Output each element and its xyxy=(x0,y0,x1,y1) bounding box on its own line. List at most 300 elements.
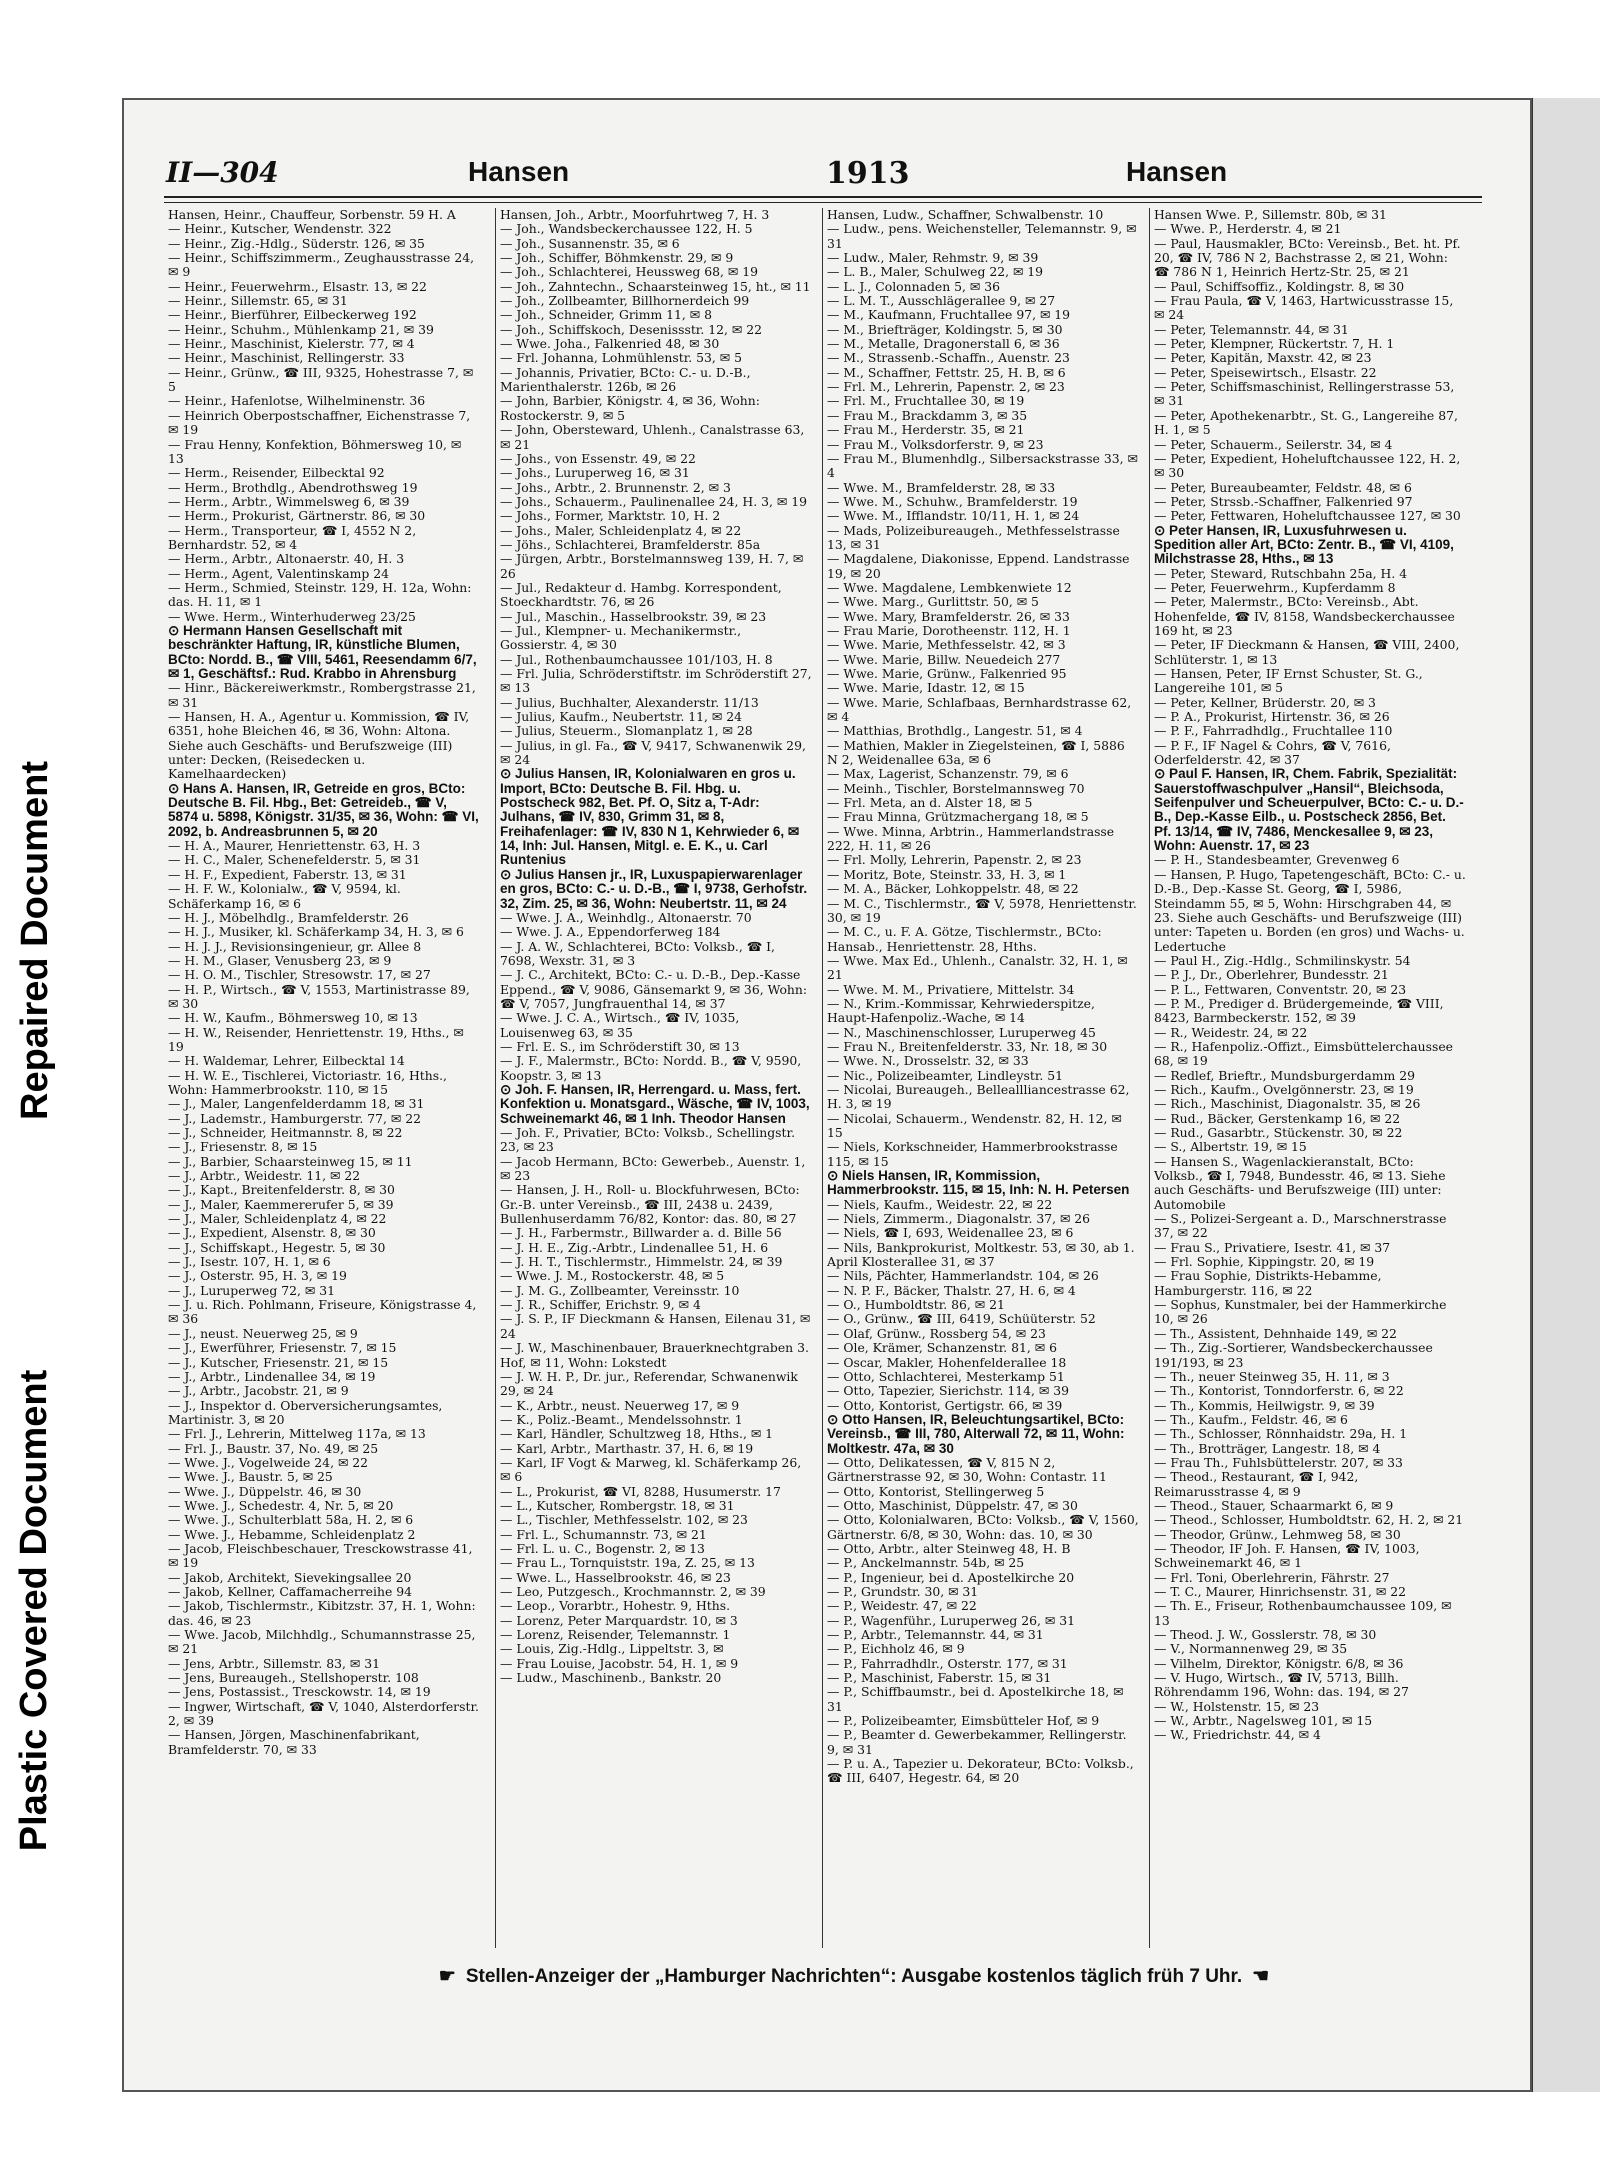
directory-entry: — Th. E., Friseur, Rothenbaumchaussee 109, ✉ 13 xyxy=(1154,1598,1452,1628)
directory-entry: — Julius, Buchhalter, Alexanderstr. 11/13 xyxy=(500,694,759,710)
directory-entry: — Lorenz, Reisender, Telemannstr. 1 xyxy=(500,1627,731,1643)
directory-entry: — J. H. T., Tischlermstr., Himmelstr. 24, ✉ 39 xyxy=(500,1254,783,1270)
directory-entry: — Heinr., Grünw., ☎ III, 9325, Hohestrasse 7, ✉ 5 xyxy=(168,364,474,395)
directory-entry: — J., Maler, Kaemmererufer 5, ✉ 39 xyxy=(168,1196,394,1212)
directory-entry: — Joh., Susannenstr. 35, ✉ 6 xyxy=(500,235,680,251)
directory-entry: — Wwe. J., Hebamme, Schleidenplatz 2 xyxy=(168,1526,416,1542)
running-head-right: Hansen xyxy=(1126,156,1228,187)
directory-entry: — J., Kutscher, Friesenstr. 21, ✉ 15 xyxy=(168,1354,389,1370)
directory-entry: — John, Barbier, Königstr. 4, ✉ 36, Wohn: Rostockerstr. 9, ✉ 5 xyxy=(500,393,760,423)
directory-entry: — Frl. J., Baustr. 37, No. 49, ✉ 25 xyxy=(168,1440,379,1456)
directory-entry: — J., Lademstr., Hamburgerstr. 77, ✉ 22 xyxy=(168,1110,421,1126)
pointing-hand-right-icon: ☚ xyxy=(1252,1966,1270,1987)
directory-entry: — Frau Henny, Konfektion, Böhmersweg 10, ✉ 13 xyxy=(168,436,462,466)
directory-entry: — Theod., Restaurant, ☎ I, 942, Reimarusstrasse 4, ✉ 9 xyxy=(1154,1469,1359,1499)
directory-entry: — Wwe. L., Hasselbrookstr. 46, ✉ 23 xyxy=(500,1569,731,1585)
directory-entry: — Wwe. J., Schedestr. 4, Nr. 5, ✉ 20 xyxy=(168,1497,394,1513)
directory-entry: — M., Strassenb.-Schaffn., Auenstr. 23 xyxy=(827,350,1070,366)
page-header xyxy=(166,156,1476,196)
directory-entry: — N., Krim.-Kommissar, Kehrwiederspitze, Haupt-Hafenpoliz.-Wache, ✉ 14 xyxy=(827,995,1095,1026)
directory-entry: — Mathien, Makler in Ziegelsteinen, ☎ I, 5886 N 2, Weidenallee 63a, ✉ 6 xyxy=(827,737,1125,768)
directory-entry: — J., neust. Neuerweg 25, ✉ 9 xyxy=(168,1325,358,1341)
directory-entry: — Jacob Hermann, BCto: Gewerbeb., Auenstr. 1, ✉ 23 xyxy=(500,1153,806,1184)
directory-entry: — J. u. Rich. Pohlmann, Friseure, Königstrasse 4, ✉ 36 xyxy=(168,1297,477,1327)
directory-entry: — J., Arbtr., Weidestr. 11, ✉ 22 xyxy=(168,1168,361,1184)
directory-entry: — Frau Sophie, Distrikts-Hebamme, Hamburgerstr. 116, ✉ 22 xyxy=(1154,1268,1382,1298)
directory-entry: — Jul., Klempner- u. Mechanikermstr., Gossierstr. 4, ✉ 30 xyxy=(500,622,742,653)
directory-entry: — Otto, Kolonialwaren, BCto: Volksb., ☎ V, 1560, Gärtnerstr. 6/8, ✉ 30, Wohn: das. 10, ✉ 30 xyxy=(827,1512,1139,1542)
directory-entry: — Olaf, Grünw., Rossberg 54, ✉ 23 xyxy=(827,1325,1046,1341)
directory-entry: — Jacob, Fleischbeschauer, Tresckowstrasse 41, ✉ 19 xyxy=(168,1540,473,1571)
directory-entry: — Otto, Delikatessen, ☎ V, 815 N 2, Gärtnerstrasse 92, ✉ 30, Wohn: Contastr. 11 xyxy=(827,1454,1107,1485)
directory-entry: — Frau Paula, ☎ V, 1463, Hartwicusstrasse 15, ✉ 24 xyxy=(1154,293,1454,323)
directory-entry: — P., Fahrradhdlr., Osterstr. 177, ✉ 31 xyxy=(827,1655,1068,1671)
directory-entry: — Th., Kontorist, Tonndorferstr. 6, ✉ 22 xyxy=(1154,1383,1404,1399)
directory-entry: — M. C., u. F. A. Götze, Tischlermstr., BCto: Hansab., Henriettenstr. 28, Hths. xyxy=(827,924,1102,954)
directory-entry: — Frl. Toni, Oberlehrerin, Fährstr. 27 xyxy=(1154,1569,1390,1585)
directory-entry: — Joh., Wandsbeckerchaussee 122, H. 5 xyxy=(500,221,753,237)
directory-entry: — J., Isestr. 107, H. 1, ✉ 6 xyxy=(168,1254,331,1270)
directory-entry: — Frau L., Tornquiststr. 19a, Z. 25, ✉ 13 xyxy=(500,1555,755,1571)
directory-entry: — M., Schaffner, Fettstr. 25, H. B, ✉ 6 xyxy=(827,364,1066,380)
directory-entry: — Niels, Zimmerm., Diagonalstr. 37, ✉ 26 xyxy=(827,1211,1091,1227)
directory-entry: Hansen, Ludw., Schaffner, Schwalbenstr. 10 xyxy=(827,208,1104,222)
directory-entry: — P. F., Fahrradhdlg., Fruchtallee 110 xyxy=(1154,723,1393,739)
running-head-left: Hansen xyxy=(468,156,570,187)
directory-entry: — Johs., von Essenstr. 49, ✉ 22 xyxy=(500,450,696,466)
page-number: II—304 xyxy=(166,156,279,189)
directory-entry: — Nic., Polizeibeamter, Lindleystr. 51 xyxy=(827,1067,1064,1083)
directory-entry: — Paul, Schiffsoffiz., Koldingstr. 8, ✉ 30 xyxy=(1154,278,1405,294)
directory-entry: — P. A., Prokurist, Hirtenstr. 36, ✉ 26 xyxy=(1154,709,1390,725)
directory-entry: — Herm., Schmied, Steinstr. 129, H. 12a, Wohn: das. H. 11, ✉ 1 xyxy=(168,579,472,610)
directory-entry: — Peter, Speisewirtsch., Elsastr. 22 xyxy=(1154,364,1377,380)
directory-entry: — Th., Zig.-Sortierer, Wandsbeckerchaussee 191/193, ✉ 23 xyxy=(1154,1340,1433,1370)
directory-entry: — J., Ewerführer, Friesenstr. 7, ✉ 15 xyxy=(168,1340,397,1356)
directory-entry: — Wwe. J. M., Rostockerstr. 48, ✉ 5 xyxy=(500,1268,725,1284)
directory-entry: — Frau S., Privatiere, Isestr. 41, ✉ 37 xyxy=(1154,1239,1391,1255)
directory-entry: — M., Briefträger, Koldingstr. 5, ✉ 30 xyxy=(827,321,1063,337)
directory-entry: — Ingwer, Wirtschaft, ☎ V, 1040, Alsterdorferstr. 2, ✉ 39 xyxy=(168,1698,479,1729)
directory-entry: — Jöhs., Schlachterei, Bramfelderstr. 85a xyxy=(500,536,761,552)
directory-entry: — Wwe. J. A., Weinhdlg., Altonaerstr. 70 xyxy=(500,909,752,925)
directory-entry: — Peter, Apothekenarbtr., St. G., Langereihe 87, H. 1, ✉ 5 xyxy=(1154,407,1458,438)
directory-entry: — Th., Kaufm., Feldstr. 46, ✉ 6 xyxy=(1154,1411,1348,1427)
directory-entry: — Otto, Kontorist, Stellingerweg 5 xyxy=(827,1483,1045,1499)
directory-entry: — J., Schneider, Heitmannstr. 8, ✉ 22 xyxy=(168,1125,403,1140)
directory-entry: — J. A. W., Schlachterei, BCto: Volksb., ☎ I, 7698, Wexstr. 31, ✉ 3 xyxy=(500,938,775,968)
directory-entry: — Frl. Meta, an d. Alster 18, ✉ 5 xyxy=(827,795,1033,811)
directory-entry: — H. J. J., Revisionsingenieur, gr. Allee 8 xyxy=(168,938,422,954)
directory-entry: — Theodor, IF Joh. F. Hansen, ☎ IV, 1003, Schweinemarkt 46, ✉ 1 xyxy=(1154,1540,1420,1571)
directory-entry: — Herm., Prokurist, Gärtnerstr. 86, ✉ 30 xyxy=(168,508,426,524)
directory-entry: — J., Kapt., Breitenfelderstr. 8, ✉ 30 xyxy=(168,1182,395,1198)
directory-entry: — Peter, Strssb.-Schaffner, Falkenried 97 xyxy=(1154,493,1413,509)
directory-entry: — Joh., Schlachterei, Heussweg 68, ✉ 19 xyxy=(500,264,759,280)
directory-entry: — L. B., Maler, Schulweg 22, ✉ 19 xyxy=(827,264,1044,280)
directory-entry: — Heinr., Zig.-Hdlg., Süderstr. 126, ✉ 35 xyxy=(168,235,425,251)
directory-entry: — Wwe. J., Vogelweide 24, ✉ 22 xyxy=(168,1454,369,1470)
directory-entry: — Th., Kommis, Heilwigstr. 9, ✉ 39 xyxy=(1154,1397,1375,1413)
directory-page xyxy=(122,98,1532,2092)
directory-entry: Hansen, Joh., Arbtr., Moorfuhrtweg 7, H. 3 xyxy=(500,208,770,222)
directory-entry: — Paul H., Zig.-Hdlg., Schmilinskystr. 54 xyxy=(1154,952,1411,968)
directory-entry: — Frau M., Brackdamm 3, ✉ 35 xyxy=(827,407,1028,423)
directory-entry: — Rich., Maschinist, Diagonalstr. 35, ✉ 26 xyxy=(1154,1096,1421,1112)
directory-entry: — Peter, Fettwaren, Hoheluftchaussee 127, ✉ 30 xyxy=(1154,508,1461,524)
directory-entry: — Nils, Bankprokurist, Moltkestr. 53, ✉ 30, ab 1. April Klosterallee 31, ✉ 37 xyxy=(827,1239,1135,1270)
header-rule xyxy=(164,196,1482,203)
directory-entry: — J. H., Farbermstr., Billwarder a. d. Bille 56 xyxy=(500,1225,782,1241)
plastic-covered-document-label: Plastic Covered Document xyxy=(13,1369,56,1851)
directory-entry: — H. O. M., Tischler, Stresowstr. 17, ✉ 27 xyxy=(168,967,431,983)
footer-text: Stellen-Anzeiger der „Hamburger Nachrichten“: Ausgabe kostenlos täglich früh 7 Uhr. xyxy=(465,1966,1243,1987)
directory-entry: — J., Arbtr., Lindenallee 34, ✉ 19 xyxy=(168,1368,376,1384)
directory-entry: — J. M. G., Zollbeamter, Vereinsstr. 10 xyxy=(500,1282,740,1298)
directory-entry: — Otto, Tapezier, Sierichstr. 114, ✉ 39 xyxy=(827,1383,1069,1399)
directory-entry: — P. H., Standesbeamter, Grevenweg 6 xyxy=(1154,852,1400,868)
directory-entry: — J. S. P., IF Dieckmann & Hansen, Eilenau 31, ✉ 24 xyxy=(500,1311,811,1341)
directory-entry: ⊙ Hans A. Hansen, IR, Getreide en gros, BCto: Deutsche B. Fil. Hbg., Bet: Getreideb., ☎ V, 5874 u. 5898, Königstr. 31/35, ✉ 36, Wohn: ☎ VI, 2092, b. Andreasbrunnen 5, ✉ 20 xyxy=(168,780,479,839)
directory-entry: — Frl. M., Lehrerin, Papenstr. 2, ✉ 23 xyxy=(827,379,1065,395)
directory-entry: — J. W. H. P., Dr. jur., Referendar, Schwanenwik 29, ✉ 24 xyxy=(500,1368,798,1399)
directory-entry: — Meinh., Tischler, Borstelmannsweg 70 xyxy=(827,780,1085,796)
directory-entry: — Wwe. Marie, Methfesselstr. 42, ✉ 3 xyxy=(827,637,1066,653)
directory-entry: — V., Normannenweg 29, ✉ 35 xyxy=(1154,1641,1348,1657)
directory-entry: — Otto, Maschinist, Düppelstr. 47, ✉ 30 xyxy=(827,1497,1078,1513)
directory-entry: — Frau Minna, Grützmachergang 18, ✉ 5 xyxy=(827,809,1089,825)
directory-entry: — W., Friedrichstr. 44, ✉ 4 xyxy=(1154,1727,1321,1743)
directory-entry: — Hansen, P. Hugo, Tapetengeschäft, BCto: C.- u. D.-B., Dep.-Kasse St. Georg, ☎ I, 5986, Steindamm 55, ✉ 5, Wohn: Hirschgraben 44, ✉ 23. Siehe auch Geschäfts- und Berufszweige (III) unter: Tapeten u. Borden (en gros) und Wachs- u. Ledertuche xyxy=(1154,866,1466,954)
directory-entry: — J., Maler, Langenfelderdamm 18, ✉ 31 xyxy=(168,1096,425,1112)
directory-entry: — Th., Assistent, Dehnhaide 149, ✉ 22 xyxy=(1154,1325,1397,1341)
directory-entry: — Wwe. Mary, Bramfelderstr. 26, ✉ 33 xyxy=(827,608,1070,624)
directory-entry: — Peter, Feuerwehrm., Kupferdamm 8 xyxy=(1154,579,1396,595)
directory-entry: — Wwe. Marie, Grünw., Falkenried 95 xyxy=(827,666,1067,681)
directory-entry: — M., Metalle, Dragonerstall 6, ✉ 36 xyxy=(827,336,1060,352)
directory-entry: — Hansen, Jörgen, Maschinenfabrikant, Bramfelderstr. 70, ✉ 33 xyxy=(168,1727,420,1757)
directory-entry: — S., Polizei-Sergeant a. D., Marschnerstrasse 37, ✉ 22 xyxy=(1154,1211,1447,1241)
directory-entry: ⊙ Julius Hansen jr., IR, Luxuspapierwarenlager en gros, BCto: C.- u. D.-B., ☎ I, 9738, Gerhofstr. 32, Zim. 25, ✉ 36, Wohn: Neubertstr. 11, ✉ 24 xyxy=(500,866,808,911)
directory-entry: — Otto, Schlachterei, Mesterkamp 51 xyxy=(827,1368,1065,1384)
directory-entry: — Frl. Sophie, Kippingstr. 20, ✉ 19 xyxy=(1154,1254,1375,1270)
directory-entry: — M., Kaufmann, Fruchtallee 97, ✉ 19 xyxy=(827,307,1071,323)
directory-entry: — Th., Schlosser, Rönnhaidstr. 29a, H. 1 xyxy=(1154,1426,1408,1442)
directory-entry: — Matthias, Brothdlg., Langestr. 51, ✉ 4 xyxy=(827,723,1083,739)
directory-entry: — P., Eichholz 46, ✉ 9 xyxy=(827,1641,965,1657)
directory-entry: ⊙ Hermann Hansen Gesellschaft mit beschränkter Haftung, IR, künstliche Blumen, BCto: Nordd. B., ☎ VIII, 5461, Reesendamm 6/7, ✉ 1, Geschäftsf.: Rud. Krabbo in Ahrensburg xyxy=(168,622,477,681)
directory-entry: — Frl. M., Fruchtallee 30, ✉ 19 xyxy=(827,393,1025,409)
directory-entry: — Jakob, Tischlermstr., Kibitzstr. 37, H. 1, Wohn: das. 46, ✉ 23 xyxy=(168,1598,476,1628)
directory-entry: — Jürgen, Arbtr., Borstelmannsweg 139, H. 7, ✉ 26 xyxy=(500,551,804,581)
directory-entry: — P., Wagenführ., Luruperweg 26, ✉ 31 xyxy=(827,1612,1076,1628)
directory-entry: — H. C., Maler, Schenefelderstr. 5, ✉ 31 xyxy=(168,852,421,868)
directory-entry: — H. M., Glaser, Venusberg 23, ✉ 9 xyxy=(168,952,392,968)
directory-entry: ⊙ Peter Hansen, IR, Luxusfuhrwesen u. Spedition aller Art, BCto: Zentr. B., ☎ VI, 4109, Milchstrasse 28, Hths., ✉ 13 xyxy=(1154,522,1454,567)
directory-entry: — N. P. F., Bäcker, Thalstr. 27, H. 6, ✉ 4 xyxy=(827,1282,1076,1298)
directory-entry: — Wwe. J., Schulterblatt 58a, H. 2, ✉ 6 xyxy=(168,1512,414,1528)
directory-entry: — Frl. Johanna, Lohmühlenstr. 53, ✉ 5 xyxy=(500,350,742,366)
directory-entry: — H. F., Expedient, Faberstr. 13, ✉ 31 xyxy=(168,866,407,882)
directory-entry: — Johs., Luruperweg 16, ✉ 31 xyxy=(500,465,690,481)
directory-entry: — Hansen S., Wagenlackieranstalt, BCto: Volksb., ☎ I, 7948, Bundesstr. 46, ✉ 13. Siehe auch Geschäfts- und Berufszweige (III) unter: Automobile xyxy=(1154,1153,1446,1212)
directory-entry: — Th., Brotträger, Langestr. 18, ✉ 4 xyxy=(1154,1440,1381,1456)
directory-entry: — Wwe. P., Herderstr. 4, ✉ 21 xyxy=(1154,221,1342,237)
directory-entry: — Herm., Arbtr., Wimmelsweg 6, ✉ 39 xyxy=(168,493,410,509)
directory-entry: — J. C., Architekt, BCto: C.- u. D.-B., Dep.-Kasse Eppend., ☎ V, 9086, Gänsemarkt 9, ✉ 36, Wohn: ☎ V, 7057, Jungfrauenthal 14, ✉ 37 xyxy=(500,967,808,1011)
directory-entry: — J. F., Malermstr., BCto: Nordd. B., ☎ V, 9590, Koopstr. 3, ✉ 13 xyxy=(500,1053,802,1083)
directory-entry: — J., Friesenstr. 8, ✉ 15 xyxy=(168,1139,318,1155)
directory-entry: — Moritz, Bote, Steinstr. 33, H. 3, ✉ 1 xyxy=(827,866,1067,882)
directory-entry: — Jakob, Architekt, Sievekingsallee 20 xyxy=(168,1569,412,1585)
directory-entry: — L., Tischler, Methfesselstr. 102, ✉ 23 xyxy=(500,1512,748,1528)
directory-entry: — Louis, Zig.-Hdlg., Lippeltstr. 3, ✉ xyxy=(500,1641,724,1657)
directory-entry: — P., Maschinist, Faberstr. 15, ✉ 31 xyxy=(827,1670,1052,1686)
directory-entry: — Wwe. Minna, Arbtrin., Hammerlandstrasse 222, H. 11, ✉ 26 xyxy=(827,823,1115,854)
directory-entry: — Wwe. J., Düppelstr. 46, ✉ 30 xyxy=(168,1483,362,1499)
directory-entry: — H. Waldemar, Lehrer, Eilbecktal 14 xyxy=(168,1053,405,1069)
directory-entry: — J. R., Schiffer, Erichstr. 9, ✉ 4 xyxy=(500,1297,701,1313)
directory-entry: — L., Kutscher, Rombergstr. 18, ✉ 31 xyxy=(500,1497,735,1513)
directory-entry: — Joh. F., Privatier, BCto: Volksb., Schellingstr. 23, ✉ 23 xyxy=(500,1125,796,1155)
directory-entry: — Wwe. Jacob, Milchhdlg., Schumannstrasse 25, ✉ 21 xyxy=(168,1627,476,1657)
directory-entry: — Herm., Reisender, Eilbecktal 92 xyxy=(168,465,385,481)
book-spine-edge xyxy=(1530,98,1600,2092)
directory-entry: — P., Polizeibeamter, Eimsbütteler Hof, ✉ 9 xyxy=(827,1713,1100,1729)
directory-entry: — Heinr., Feuerwehrm., Elsastr. 13, ✉ 22 xyxy=(168,278,427,294)
directory-entry: — Wwe. M., Schuhw., Bramfelderstr. 19 xyxy=(827,493,1078,509)
directory-entry: — Paul, Hausmakler, BCto: Vereinsb., Bet. ht. Pf. 20, ☎ IV, 786 N 2, Bachstrasse 2, ✉ 21, Wohn: ☎ 786 N 1, Heinrich Hertz-Str. 25, ✉ 21 xyxy=(1154,235,1461,280)
year-heading: 1913 xyxy=(826,156,910,191)
directory-entry: ⊙ Julius Hansen, IR, Kolonialwaren en gros u. Import, BCto: Deutsche B. Fil. Hbg. u. Postscheck 982, Bet. Pf. O, Sitz a, T-Adr: Julhans, ☎ IV, 830, Grimm 31, ✉ 8, Freihafenlager: ☎ IV, 830 N 1, Kehrwieder 6, ✉ 14, Inh: Jul. Hansen, Mitgl. e. E. K., u. Carl Runtenius xyxy=(500,766,800,868)
directory-entry: — Johannis, Privatier, BCto: C.- u. D.-B., Marienthalerstr. 126b, ✉ 26 xyxy=(500,364,751,395)
directory-entry: — J. H. E., Zig.-Arbtr., Lindenallee 51, H. 6 xyxy=(500,1239,769,1255)
directory-entry: — Heinr., Kutscher, Wendenstr. 322 xyxy=(168,221,392,237)
directory-entry: — Peter, Malermstr., BCto: Vereinsb., Abt. Hohenfelde, ☎ IV, 8158, Wandsbeckerchaussee 169 ht, ✉ 23 xyxy=(1154,594,1455,638)
directory-entry: — Heinr., Bierführer, Eilbeckerweg 192 xyxy=(168,307,417,323)
directory-entry: ⊙ Joh. F. Hansen, IR, Herrengard. u. Mass, fert. Konfektion u. Monatsgard., Wäsche, ☎ IV, 1003, Schweinemarkt 46, ✉ 1 Inh. Theodor Hansen xyxy=(500,1081,810,1126)
directory-entry: — Theod., Schlosser, Humboldtstr. 62, H. 2, ✉ 21 xyxy=(1154,1512,1464,1528)
directory-entry: Hansen Wwe. P., Sillemstr. 80b, ✉ 31 xyxy=(1154,208,1387,222)
directory-entry: — N., Maschinenschlosser, Luruperweg 45 xyxy=(827,1024,1096,1040)
directory-entry: — Otto, Kontorist, Gertigstr. 66, ✉ 39 xyxy=(827,1397,1063,1413)
directory-entry: — Jul., Redakteur d. Hambg. Korrespondent, Stoeckhardtstr. 76, ✉ 26 xyxy=(500,579,782,610)
directory-entry: — J., Expedient, Alsenstr. 8, ✉ 30 xyxy=(168,1225,376,1241)
directory-entry: — Heinr., Hafenlotse, Wilhelminenstr. 36 xyxy=(168,393,426,409)
directory-entry: — P., Beamter d. Gewerbekammer, Rellingerstr. 9, ✉ 31 xyxy=(827,1727,1127,1757)
directory-entry: — Wwe. Herm., Winterhuderweg 23/25 xyxy=(168,608,416,624)
directory-entry: — K., Poliz.-Beamt., Mendelssohnstr. 1 xyxy=(500,1411,743,1427)
directory-entry: — P., Schiffbaumstr., bei d. Apostelkirche 18, ✉ 31 xyxy=(827,1684,1124,1714)
directory-entry: — Herm., Brothdlg., Abendrothsweg 19 xyxy=(168,479,418,495)
directory-column-2 xyxy=(495,208,812,1948)
directory-entry: — Peter, Telemannstr. 44, ✉ 31 xyxy=(1154,321,1349,337)
directory-entry: — H. W., Kaufm., Böhmersweg 10, ✉ 13 xyxy=(168,1010,418,1026)
directory-entry: Hansen, Heinr., Chauffeur, Sorbenstr. 59 H. A xyxy=(168,208,456,222)
directory-entry: — Nicolai, Schauerm., Wendenstr. 82, H. 12, ✉ 15 xyxy=(827,1110,1122,1140)
directory-entry: — Frl. E. S., im Schröderstift 30, ✉ 13 xyxy=(500,1038,740,1054)
directory-entry: — P., Ingenieur, bei d. Apostelkirche 20 xyxy=(827,1569,1075,1585)
directory-entry: — Sophus, Kunstmaler, bei der Hammerkirche 10, ✉ 26 xyxy=(1154,1297,1447,1327)
directory-entry: — Wwe. Max Ed., Uhlenh., Canalstr. 32, H. 1, ✉ 21 xyxy=(827,952,1128,983)
directory-entry: — Hinr., Bäckereiwerkmstr., Rombergstrasse 21, ✉ 31 xyxy=(168,680,476,710)
directory-entry: — Rich., Kaufm., Ovelgönnerstr. 23, ✉ 19 xyxy=(1154,1081,1414,1097)
directory-entry: — R., Hafenpoliz.-Offizt., Eimsbüttelerchaussee 68, ✉ 19 xyxy=(1154,1038,1453,1069)
directory-entry: — L., Prokurist, ☎ VI, 8288, Husumerstr. 17 xyxy=(500,1483,781,1499)
directory-entry: — J., Osterstr. 95, H. 3, ✉ 19 xyxy=(168,1268,347,1284)
directory-entry: — Frau M., Herderstr. 35, ✉ 21 xyxy=(827,422,1025,438)
directory-entry: — J., Schiffskapt., Hegestr. 5, ✉ 30 xyxy=(168,1239,386,1255)
directory-entry: — Julius, in gl. Fa., ☎ V, 9417, Schwanenwik 29, ✉ 24 xyxy=(500,737,806,768)
directory-entry: — Frau M., Volksdorferstr. 9, ✉ 23 xyxy=(827,436,1044,452)
directory-entry: — Ole, Krämer, Schanzenstr. 81, ✉ 6 xyxy=(827,1340,1057,1356)
directory-entry: — Wwe. J. C. A., Wirtsch., ☎ IV, 1035, Louisenweg 63, ✉ 35 xyxy=(500,1010,740,1040)
directory-entry: — Jens, Arbtr., Sillemstr. 83, ✉ 31 xyxy=(168,1655,380,1671)
directory-entry: — Johs., Former, Marktstr. 10, H. 2 xyxy=(500,508,721,524)
directory-entry: — J., Barbier, Schaarsteinweg 15, ✉ 11 xyxy=(168,1153,413,1169)
directory-entry: — J., Inspektor d. Oberversicherungsamtes, Martinistr. 3, ✉ 20 xyxy=(168,1397,443,1427)
directory-entry: — Peter, Klempner, Rückertstr. 7, H. 1 xyxy=(1154,336,1395,352)
directory-entry: — Wwe. Marie, Schlafbaas, Bernhardstrasse 62, ✉ 4 xyxy=(827,694,1132,725)
directory-entry: — Heinrich Oberpostschaffner, Eichenstrasse 7, ✉ 19 xyxy=(168,407,471,438)
directory-entry: — Wwe. J. A., Eppendorferweg 184 xyxy=(500,924,721,940)
directory-entry: — L. J., Colonnaden 5, ✉ 36 xyxy=(827,278,1000,294)
directory-entry: — Herm., Agent, Valentinskamp 24 xyxy=(168,565,390,581)
directory-entry: — Jul., Rothenbaumchaussee 101/103, H. 8 xyxy=(500,651,773,667)
directory-entry: — P. M., Prediger d. Brüdergemeinde, ☎ VIII, 8423, Barmbeckerstr. 152, ✉ 39 xyxy=(1154,995,1444,1026)
directory-entry: — Frl. J., Lehrerin, Mittelweg 117a, ✉ 13 xyxy=(168,1426,426,1442)
directory-entry: — L. M. T., Ausschlägerallee 9, ✉ 27 xyxy=(827,293,1056,309)
directory-entry: — Jens, Bureaugeh., Stellshoperstr. 108 xyxy=(168,1670,419,1686)
directory-entry: — John, Obersteward, Uhlenh., Canalstrasse 63, ✉ 21 xyxy=(500,422,805,452)
directory-entry: — T. C., Maurer, Hinrichsenstr. 31, ✉ 22 xyxy=(1154,1584,1406,1599)
directory-entry: — Leop., Vorarbtr., Hohestr. 9, Hths. xyxy=(500,1598,731,1614)
directory-entry: — Th., neuer Steinweg 35, H. 11, ✉ 3 xyxy=(1154,1368,1390,1384)
directory-entry: ⊙ Niels Hansen, IR, Kommission, Hammerbrookstr. 115, ✉ 15, Inh: N. H. Petersen xyxy=(827,1168,1130,1198)
directory-entry: — Heinr., Sillemstr. 65, ✉ 31 xyxy=(168,293,348,309)
directory-entry: — Peter, Kapitän, Maxstr. 42, ✉ 23 xyxy=(1154,350,1372,366)
directory-entry: — Niels, Korkschneider, Hammerbrookstrasse 115, ✉ 15 xyxy=(827,1139,1118,1169)
directory-entry: — Peter, Schiffsmaschinist, Rellingerstrasse 53, ✉ 31 xyxy=(1154,379,1455,409)
directory-entry: — P. u. A., Tapezier u. Dekorateur, BCto: Volksb., ☎ III, 6407, Hegestr. 64, ✉ 20 xyxy=(827,1756,1134,1786)
directory-entry: — Mads, Polizeibureaugeh., Methfesselstrasse 13, ✉ 31 xyxy=(827,522,1120,552)
directory-entry: — P., Grundstr. 30, ✉ 31 xyxy=(827,1584,979,1599)
directory-entry: — H. A., Maurer, Henriettenstr. 63, H. 3 xyxy=(168,838,421,854)
directory-entry: — Rud., Bäcker, Gerstenkamp 16, ✉ 22 xyxy=(1154,1110,1401,1126)
directory-entry: — Peter, IF Dieckmann & Hansen, ☎ VIII, 2400, Schlüterstr. 1, ✉ 13 xyxy=(1154,637,1460,667)
directory-entry: — Nicolai, Bureaugeh., Belleallliancestrasse 62, H. 3, ✉ 19 xyxy=(827,1081,1130,1112)
directory-entry: — Peter, Expedient, Hoheluftchaussee 122, H. 2, ✉ 30 xyxy=(1154,450,1461,481)
directory-entry: — M. C., Tischlermstr., ☎ V, 5978, Henriettenstr. 30, ✉ 19 xyxy=(827,895,1137,925)
directory-entry: — Ludw., pens. Weichensteller, Telemannstr. 9, ✉ 31 xyxy=(827,221,1137,251)
directory-entry: — Redlef, Brieftr., Mundsburgerdamm 29 xyxy=(1154,1067,1415,1083)
directory-entry: — Magdalene, Diakonisse, Eppend. Landstrasse 19, ✉ 20 xyxy=(827,551,1130,581)
directory-entry: — Frl. Molly, Lehrerin, Papenstr. 2, ✉ 23 xyxy=(827,852,1082,868)
directory-entry: — P. L., Fettwaren, Conventstr. 20, ✉ 23 xyxy=(1154,981,1407,997)
directory-entry: ⊙ Otto Hansen, IR, Beleuchtungsartikel, BCto: Vereinsb., ☎ III, 780, Alterwall 72, ✉ 11, Wohn: Moltkestr. 47a, ✉ 30 xyxy=(827,1411,1125,1456)
directory-entry: — Joh., Schneider, Grimm 11, ✉ 8 xyxy=(500,307,713,323)
directory-entry: — Oscar, Makler, Hohenfelderallee 18 xyxy=(827,1354,1067,1370)
directory-entry: — Ludw., Maschinenb., Bankstr. 20 xyxy=(500,1670,722,1686)
directory-entry: — Jens, Postassist., Tresckowstr. 14, ✉ 19 xyxy=(168,1684,431,1700)
directory-column-1 xyxy=(168,208,480,1948)
directory-entry: — Wwe. Marg., Gurlittstr. 50, ✉ 5 xyxy=(827,594,1039,610)
pointing-hand-left-icon: ☛ xyxy=(438,1966,456,1987)
directory-entry: — Julius, Steuerm., Slomanplatz 1, ✉ 28 xyxy=(500,723,753,739)
directory-entry: — Heinr., Schuhm., Mühlenkamp 21, ✉ 39 xyxy=(168,321,434,337)
directory-column-4 xyxy=(1149,208,1466,1948)
directory-entry: — Wwe. Joha., Falkenried 48, ✉ 30 xyxy=(500,336,720,352)
directory-entry: — Hansen, J. H., Roll- u. Blockfuhrwesen, BCto: Gr.-B. unter Vereinsb., ☎ III, 2438 u. 2439, Bullenhuserdamm 76/82, Kontor: das. 80, ✉ 27 xyxy=(500,1182,800,1227)
directory-entry: — H. W., Reisender, Henriettenstr. 19, Hths., ✉ 19 xyxy=(168,1024,464,1054)
directory-entry: — H. P., Wirtsch., ☎ V, 1553, Martinistrasse 89, ✉ 30 xyxy=(168,981,470,1011)
directory-entry: — Karl, Händler, Schultzweg 18, Hths., ✉ 1 xyxy=(500,1426,774,1442)
directory-entry: — Wwe. M., Bramfelderstr. 28, ✉ 33 xyxy=(827,479,1056,495)
directory-entry: — Johs., Arbtr., 2. Brunnenstr. 2, ✉ 3 xyxy=(500,479,731,495)
directory-entry: — Jakob, Kellner, Caffamacherreihe 94 xyxy=(168,1584,412,1599)
directory-entry: — Leo, Putzgesch., Krochmannstr. 2, ✉ 39 xyxy=(500,1584,766,1599)
directory-entry: — Joh., Zollbeamter, Billhornerdeich 99 xyxy=(500,293,750,309)
directory-entry: — J., Luruperweg 72, ✉ 31 xyxy=(168,1282,335,1298)
directory-entry: — H. F. W., Kolonialw., ☎ V, 9594, kl. Schäferkamp 16, ✉ 6 xyxy=(168,881,401,911)
directory-entry: — Frl. Julia, Schröderstiftstr. im Schröderstift 27, ✉ 13 xyxy=(500,666,812,696)
directory-entry: — H. J., Möbelhdlg., Bramfelderstr. 26 xyxy=(168,909,409,925)
directory-entry: — P. J., Dr., Oberlehrer, Bundesstr. 21 xyxy=(1154,967,1389,983)
directory-entry: — Theodor, Grünw., Lehmweg 58, ✉ 30 xyxy=(1154,1526,1401,1542)
directory-entry: — Frl. L., Schumannstr. 73, ✉ 21 xyxy=(500,1526,707,1542)
directory-entry: — Hansen, Peter, IF Ernst Schuster, St. G., Langereihe 101, ✉ 5 xyxy=(1154,666,1423,696)
directory-column-3 xyxy=(822,208,1139,1948)
directory-entry: — Lorenz, Peter Marquardstr. 10, ✉ 3 xyxy=(500,1612,738,1628)
directory-entry: — Johs., Maler, Schleidenplatz 4, ✉ 22 xyxy=(500,522,742,538)
directory-entry: — Frau Marie, Dorotheenstr. 112, H. 1 xyxy=(827,622,1071,638)
directory-entry: — W., Arbtr., Nagelsweg 101, ✉ 15 xyxy=(1154,1713,1373,1729)
directory-entry: — Nils, Pächter, Hammerlandstr. 104, ✉ 26 xyxy=(827,1268,1099,1284)
directory-entry: — J., Arbtr., Jacobstr. 21, ✉ 9 xyxy=(168,1383,349,1399)
directory-entry: — Karl, IF Vogt & Marweg, kl. Schäferkamp 26, ✉ 6 xyxy=(500,1454,802,1485)
directory-entry: — Joh., Zahntechn., Schaarsteinweg 15, ht., ✉ 11 xyxy=(500,278,811,294)
directory-entry: — Heinr., Schiffszimmerm., Zeughausstrasse 24, ✉ 9 xyxy=(168,250,475,280)
directory-entry: — Herm., Arbtr., Altonaerstr. 40, H. 3 xyxy=(168,551,405,567)
directory-entry: — Vilhelm, Direktor, Königstr. 6/8, ✉ 36 xyxy=(1154,1655,1404,1671)
directory-entry: — Heinr., Maschinist, Kielerstr. 77, ✉ 4 xyxy=(168,336,415,352)
directory-entry: — Theod., Stauer, Schaarmarkt 6, ✉ 9 xyxy=(1154,1497,1394,1513)
directory-entry: — K., Arbtr., neust. Neuerweg 17, ✉ 9 xyxy=(500,1397,740,1413)
directory-entry: — Jul., Maschin., Hasselbrookstr. 39, ✉ 23 xyxy=(500,608,767,624)
directory-entry: — Herm., Transporteur, ☎ I, 4552 N 2, Bernhardstr. 52, ✉ 4 xyxy=(168,522,417,552)
directory-entry: — S., Albertstr. 19, ✉ 15 xyxy=(1154,1139,1307,1155)
repaired-document-label: Repaired Document xyxy=(13,760,56,1120)
directory-entry: — Frl. L. u. C., Bogenstr. 2, ✉ 13 xyxy=(500,1540,705,1556)
directory-entry: — J., Maler, Schleidenplatz 4, ✉ 22 xyxy=(168,1211,387,1227)
directory-entry: — M. A., Bäcker, Lohkoppelstr. 48, ✉ 22 xyxy=(827,881,1079,897)
directory-entry: — Karl, Arbtr., Marthastr. 37, H. 6, ✉ 19 xyxy=(500,1440,754,1456)
directory-entry: — Wwe. M. M., Privatiere, Mittelstr. 34 xyxy=(827,981,1075,997)
directory-entry: — Frau Louise, Jacobstr. 54, H. 1, ✉ 9 xyxy=(500,1655,739,1671)
directory-entry: — Frau Th., Fuhlsbüttelerstr. 207, ✉ 33 xyxy=(1154,1454,1403,1470)
directory-entry: — Joh., Schiffskoch, Desenissstr. 12, ✉ 22 xyxy=(500,321,762,337)
directory-entry: — Rud., Gasarbtr., Stückenstr. 30, ✉ 22 xyxy=(1154,1125,1403,1140)
directory-entry: — Heinr., Maschinist, Rellingerstr. 33 xyxy=(168,350,405,366)
directory-entry: — O., Grünw., ☎ III, 6419, Schüüterstr. 52 xyxy=(827,1311,1096,1327)
directory-entry: — J. W., Maschinenbauer, Brauerknechtgraben 3. Hof, ✉ 11, Wohn: Lokstedt xyxy=(500,1340,809,1370)
directory-entry: — Otto, Arbtr., alter Steinweg 48, H. B xyxy=(827,1540,1071,1556)
directory-entry: — W., Holstenstr. 15, ✉ 23 xyxy=(1154,1698,1320,1714)
directory-entry: — P. F., IF Nagel & Cohrs, ☎ V, 7616, Oderfelderstr. 42, ✉ 37 xyxy=(1154,737,1391,768)
directory-entry: — Niels, Kaufm., Weidestr. 22, ✉ 22 xyxy=(827,1196,1053,1212)
directory-entry: — H. J., Musiker, kl. Schäferkamp 34, H. 3, ✉ 6 xyxy=(168,924,464,940)
directory-entry: — Niels, ☎ I, 693, Weidenallee 23, ✉ 6 xyxy=(827,1225,1074,1241)
